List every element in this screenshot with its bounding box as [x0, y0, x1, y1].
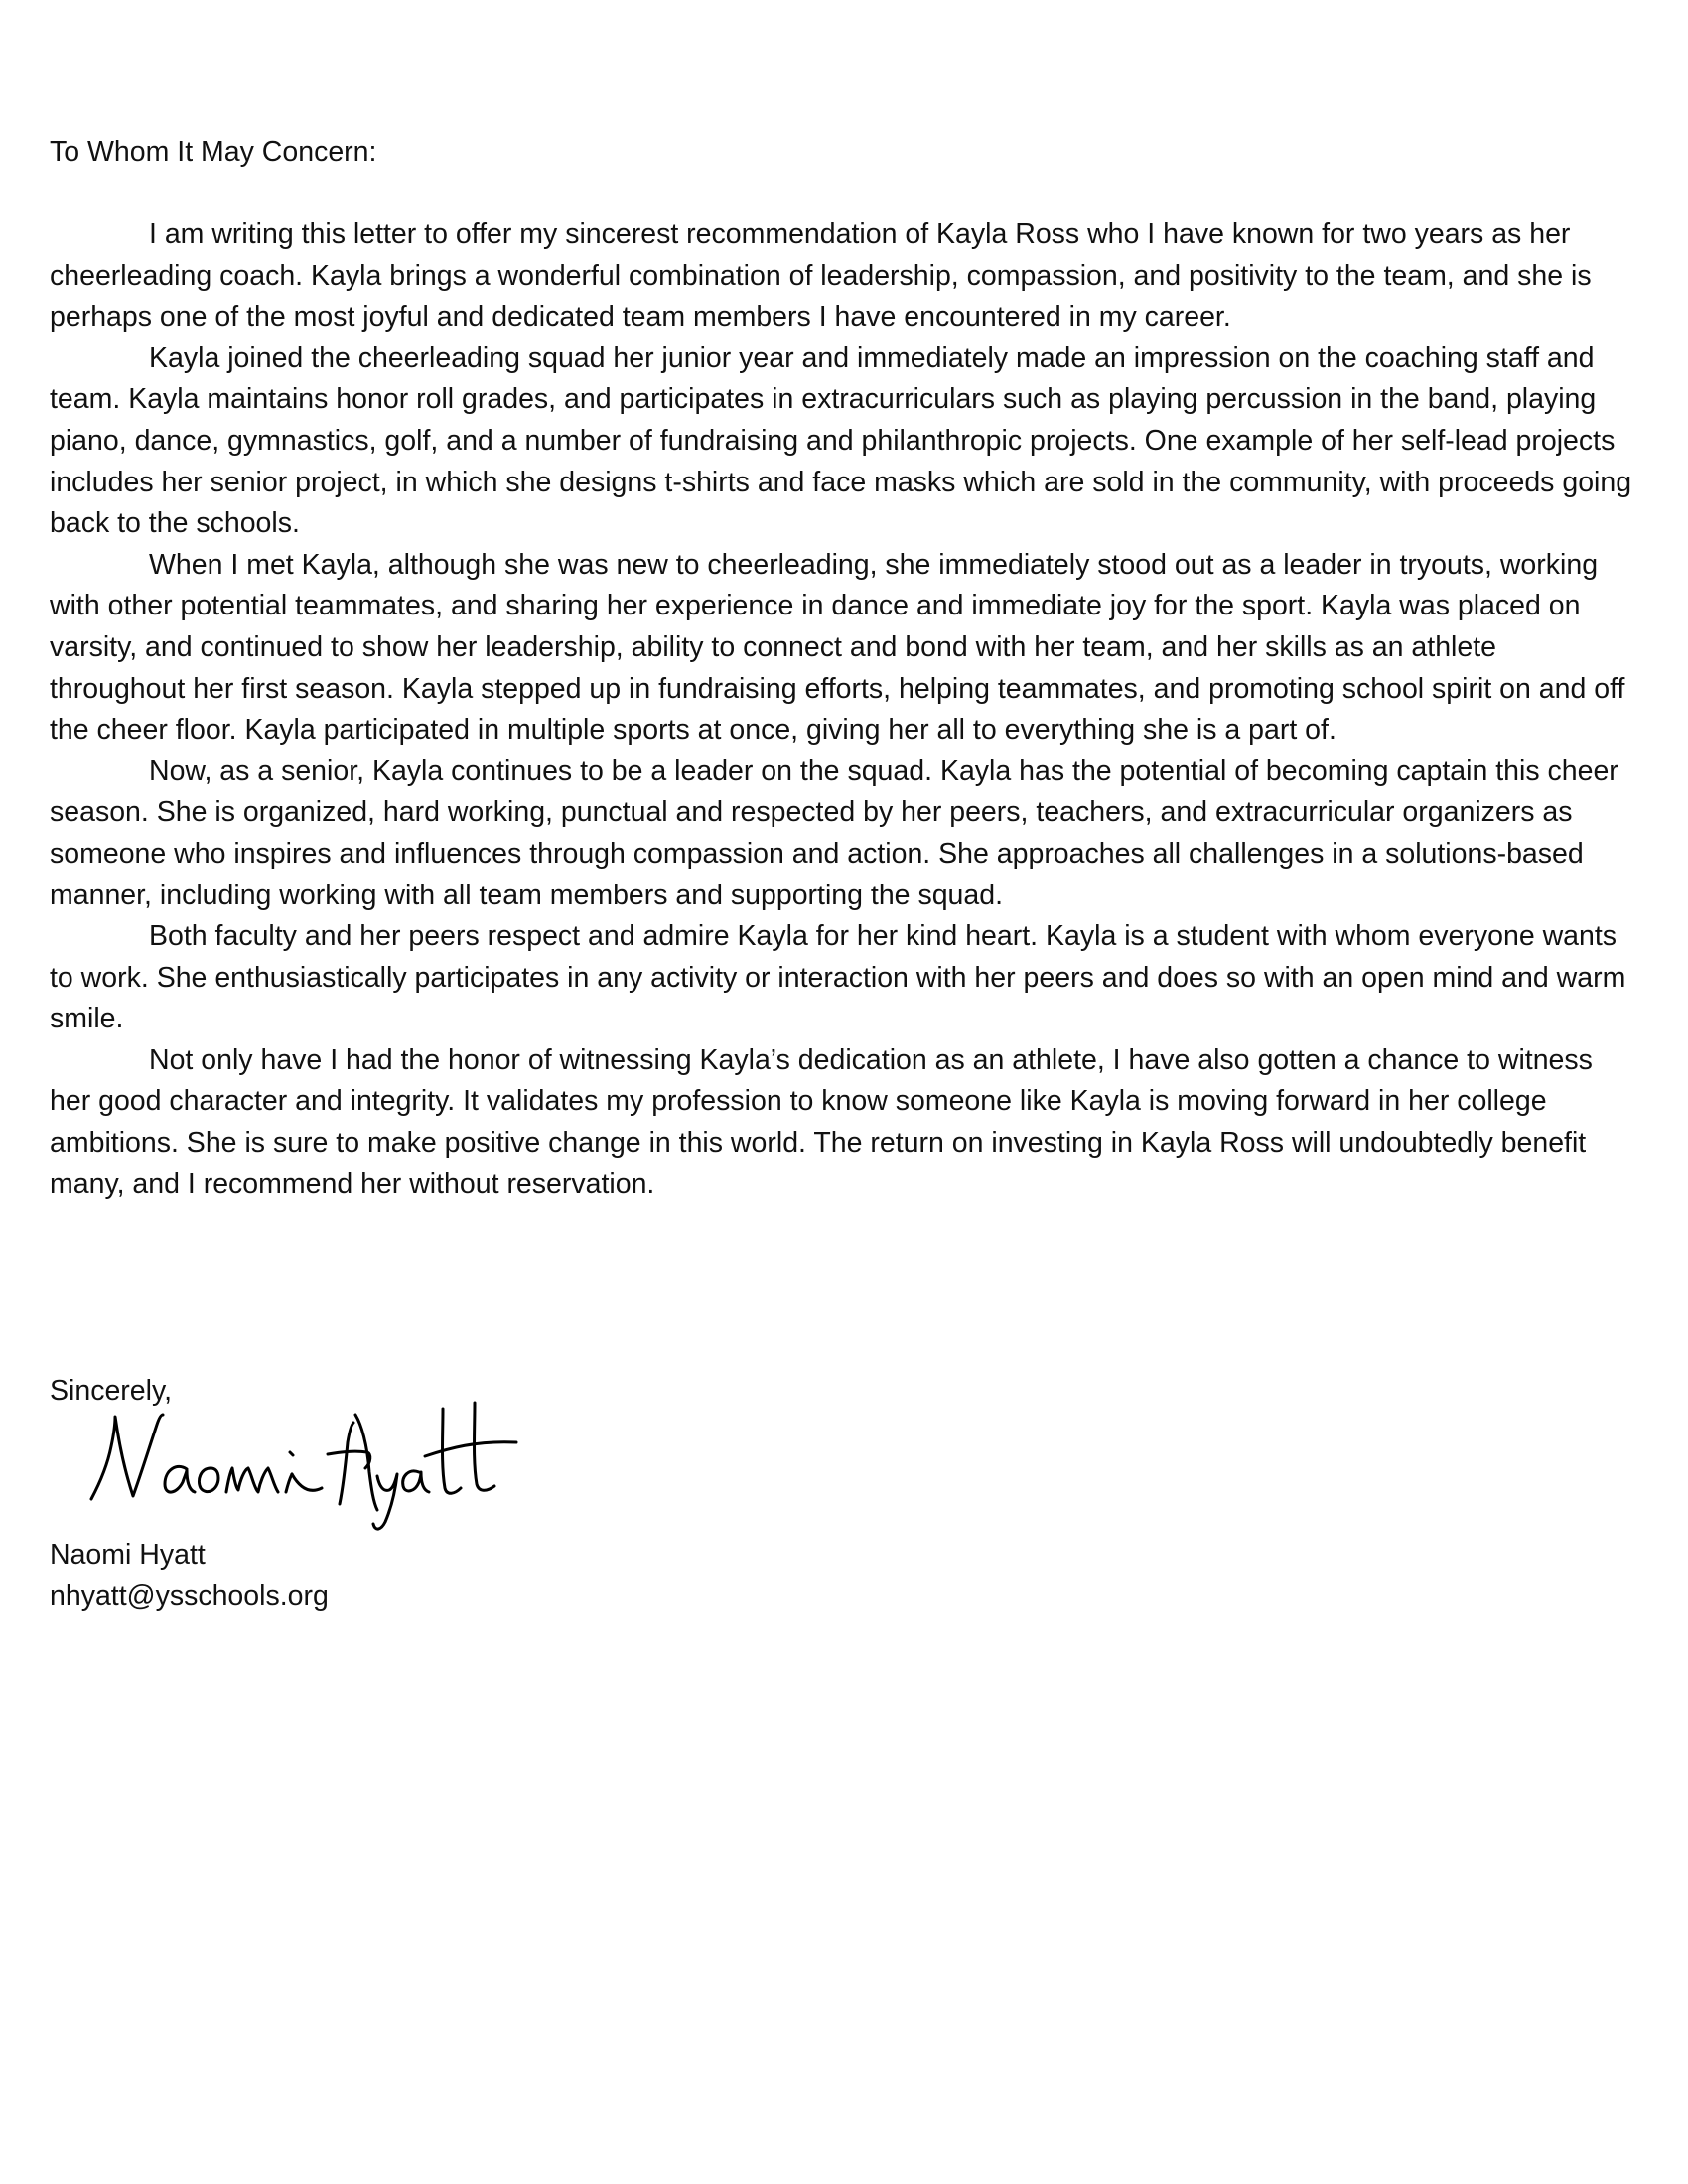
paragraph-4: Now, as a senior, Kayla continues to be a leader on the squad. Kayla has the potential of becoming captain this cheer season. She is organized, hard working, punctual and respected by her peers, teachers, and extracurricular organizers as someone who inspires and influences through compassion and action. She approaches all challenges in a solutions-based manner, including working with all team members and supporting the squad.: [50, 754, 1618, 911]
signer-block: [50, 1535, 329, 1617]
salutation: To Whom It May Concern:: [50, 136, 377, 168]
handwritten-signature: [79, 1385, 556, 1534]
paragraph-5: Both faculty and her peers respect and admire Kayla for her kind heart. Kayla is a student with whom everyone wants to work. She enthusiastically participates in any activity or interaction with her peers and does so with an open mind and warm smile.: [50, 920, 1626, 1035]
paragraph-1: I am writing this letter to offer my sincerest recommendation of Kayla Ross who I have known for two years as her cheerleading coach. Kayla brings a wonderful combination of leadership, compassion, and positivity to the team, and she is perhaps one of the most joyful and dedicated team members I have encountered in my career.: [50, 218, 1592, 334]
signer-name: Naomi Hyatt: [50, 1539, 206, 1570]
paragraph-3: When I met Kayla, although she was new to cheerleading, she immediately stood out as a leader in tryouts, working with other potential teammates, and sharing her experience in dance and immediate joy for the sport. Kayla was placed on varsity, and continued to show her leadership, ability to connect and bond with her team, and her skills as an athlete throughout her first season. Kayla stepped up in fundraising efforts, helping teammates, and promoting school spirit on and off the cheer floor. Kayla participated in multiple sports at once, giving her all to everything she is a part of.: [50, 548, 1625, 747]
paragraph-6: Not only have I had the honor of witnessing Kayla’s dedication as an athlete, I have also gotten a chance to witness her good character and integrity. It validates my profession to know someone like Kayla is moving forward in her college ambitions. She is sure to make positive change in this world. The return on investing in Kayla Ross will undoubtedly benefit many, and I recommend her without reservation.: [50, 1043, 1593, 1200]
letter-body: [50, 214, 1638, 1205]
signer-email: nhyatt@ysschools.org: [50, 1579, 329, 1612]
paragraph-2: Kayla joined the cheerleading squad her junior year and immediately made an impression on the coaching staff and team. Kayla maintains honor roll grades, and participates in extracurriculars such as playing percussion in the band, playing piano, dance, gymnastics, golf, and a number of fundraising and philanthropic projects. One example of her self-lead projects includes her senior project, in which she designs t-shirts and face masks which are sold in the community, with proceeds going back to the schools.: [50, 341, 1632, 540]
closing: Sincerely,: [50, 1375, 173, 1407]
